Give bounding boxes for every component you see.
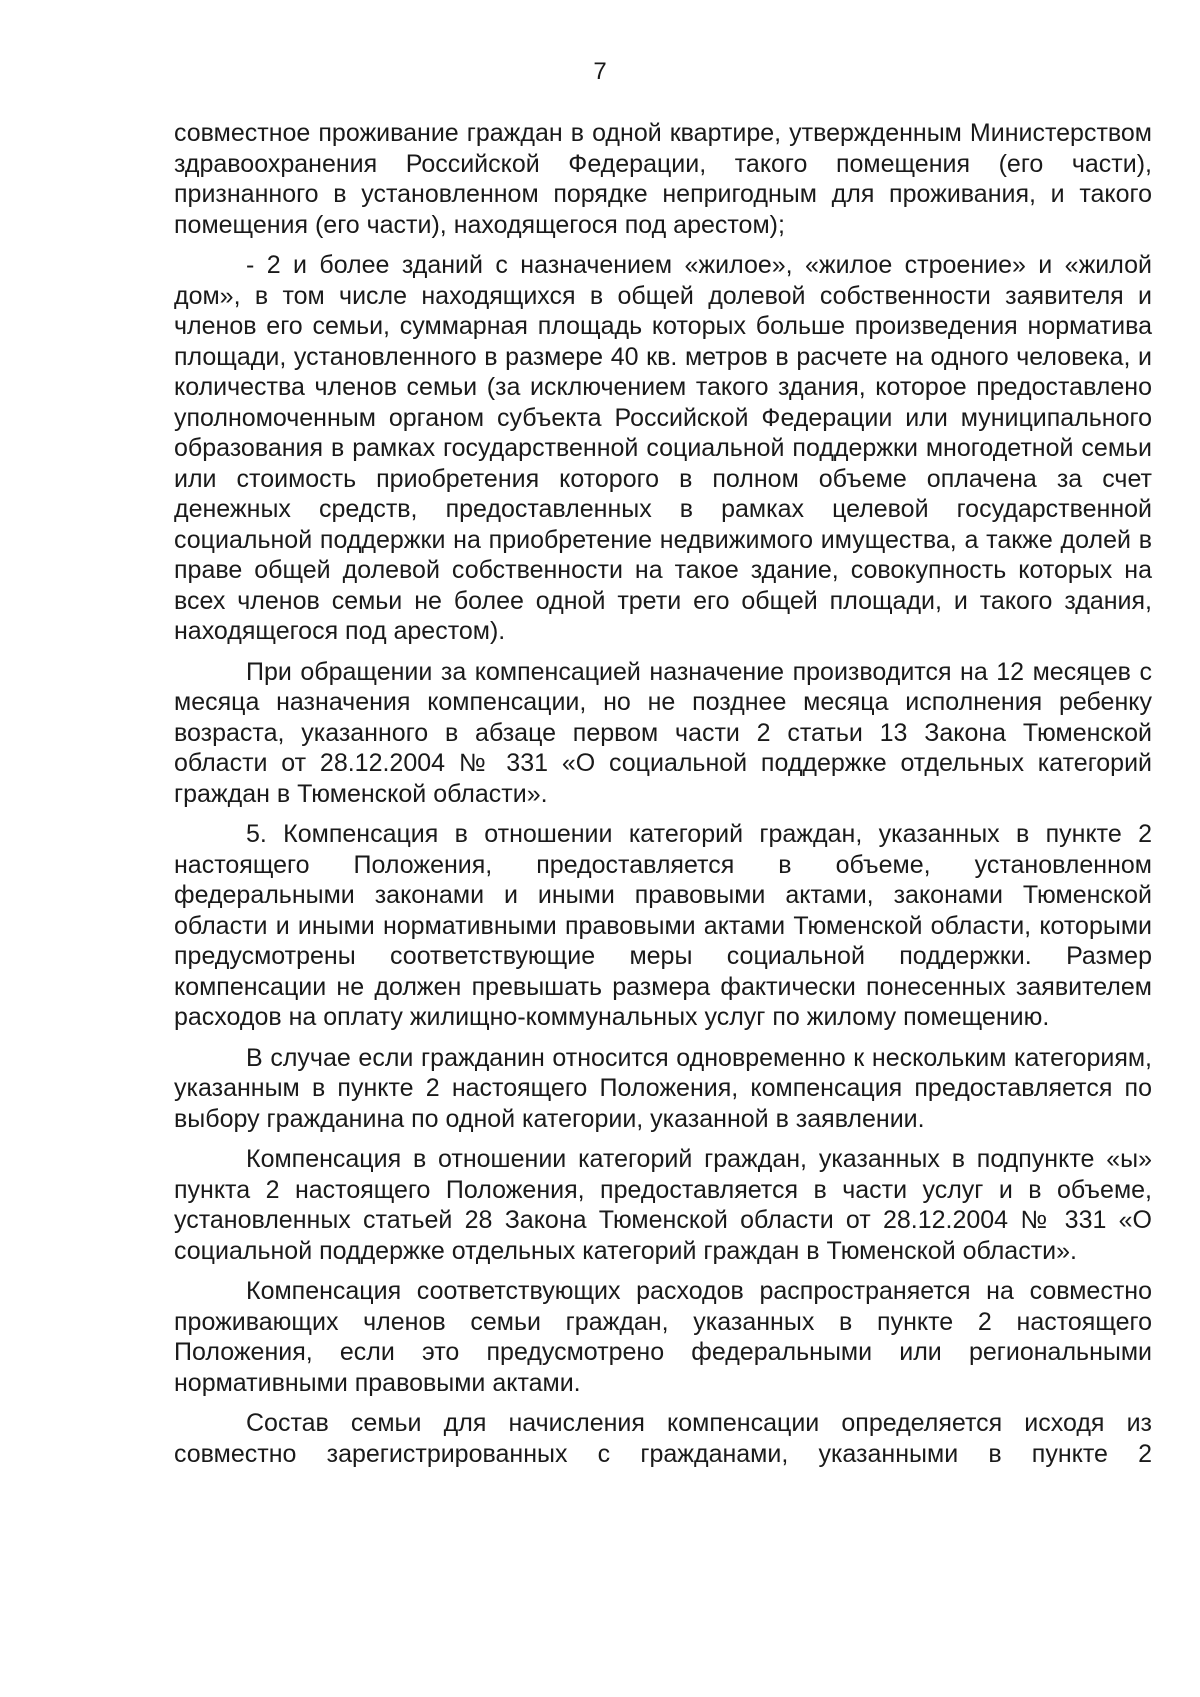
paragraph-6: Компенсация в отношении категорий граждан, указанных в подпункте «ы» пункта 2 настоящего Положения, предоставляется в части услуг и в объеме, установленных статьей 28 Закона Тюменской области от 28.12.2004 № 331 «О социальной поддержке отдельных категорий граждан в Тюменской области». bbox=[174, 1145, 1152, 1265]
document-body bbox=[174, 118, 1152, 1479]
paragraph-1: совместное проживание граждан в одной квартире, утвержденным Министерством здравоохранения Российской Федерации, такого помещения (его части), признанного в установленном порядке непригодным для проживания, и такого помещения (его части), находящегося под арестом); bbox=[174, 119, 1152, 239]
paragraph-3: При обращении за компенсацией назначение производится на 12 месяцев с месяца назначения компенсации, но не позднее месяца исполнения ребенку возраста, указанного в абзаце первом части 2 статьи 13 Закона Тюменской области от 28.12.2004 № 331 «О социальной поддержке отдельных категорий граждан в Тюменской области». bbox=[174, 657, 1152, 808]
paragraph-5: В случае если гражданин относится одновременно к нескольким категориям, указанным в пункте 2 настоящего Положения, компенсация предоставляется по выбору гражданина по одной категории, указанной в заявлении. bbox=[174, 1043, 1152, 1133]
paragraph-4: 5. Компенсация в отношении категорий граждан, указанных в пункте 2 настоящего Положения, предоставляется в объеме, установленном федеральными законами и иными правовыми актами, законами Тюменской области и иными нормативными правовыми актами Тюменской области, которыми предусмотрены соответствующие меры социальной поддержки. Размер компенсации не должен превышать размера фактически понесенных заявителем расходов на оплату жилищно-коммунальных услуг по жилому помещению. bbox=[174, 820, 1152, 1031]
paragraph-7: Компенсация соответствующих расходов распространяется на совместно проживающих членов семьи граждан, указанных в пункте 2 настоящего Положения, если это предусмотрено федеральными или региональными нормативными правовыми актами. bbox=[174, 1277, 1152, 1397]
page-number: 7 bbox=[593, 58, 607, 85]
paragraph-2: - 2 и более зданий с назначением «жилое», «жилое строение» и «жилой дом», в том числе находящихся в общей долевой собственности заявителя и членов его семьи, суммарная площадь которых больше произведения норматива площади, установленного в размере 40 кв. метров в расчете на одного человека, и количества членов семьи (за исключением такого здания, которое предоставлено уполномоченным органом субъекта Российской Федерации или муниципального образования в рамках государственной социальной поддержки многодетной семьи или стоимость приобретения которого в полном объеме оплачена за счет денежных средств, предоставленных в рамках целевой государственной социальной поддержки на приобретение недвижимого имущества, а также долей в праве общей долевой собственности на такое здание, совокупность которых на всех членов семьи не более одной трети его общей площади, и такого здания, находящегося под арестом). bbox=[174, 251, 1152, 645]
paragraph-8: Состав семьи для начисления компенсации определяется исходя из совместно зарегистрированных с гражданами, указанными в пункте 2 bbox=[174, 1409, 1152, 1468]
